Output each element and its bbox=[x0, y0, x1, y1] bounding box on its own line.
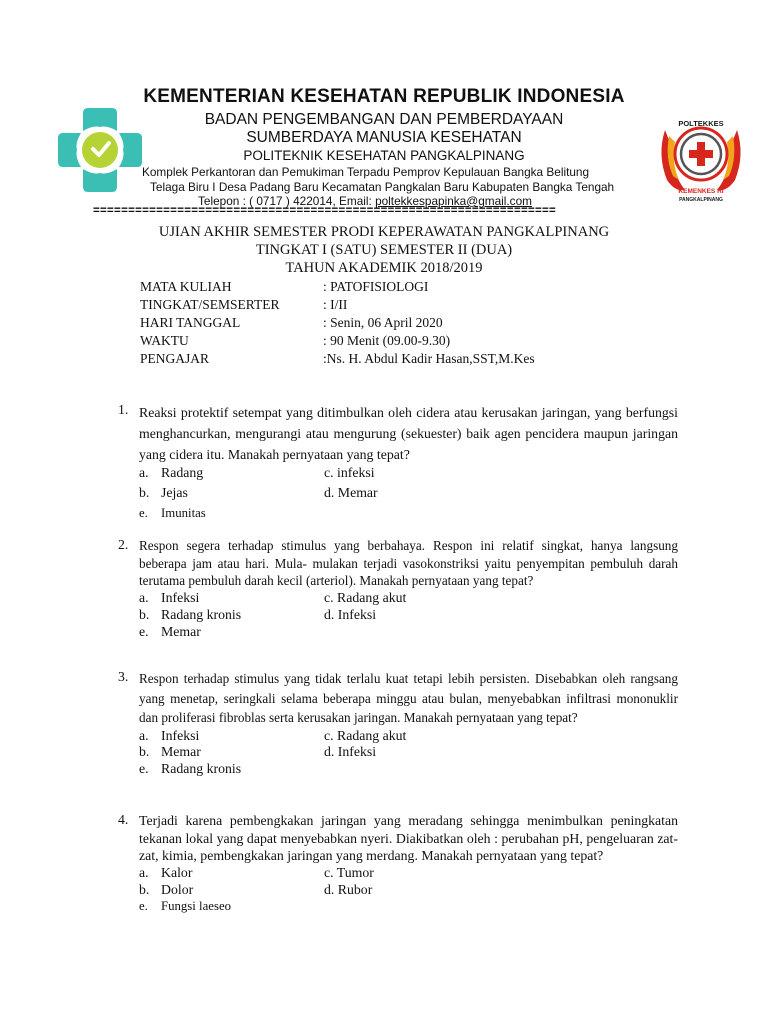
info-label: HARI TANGGAL bbox=[140, 315, 241, 330]
poltekkes-emblem-icon bbox=[655, 110, 747, 206]
answer-options bbox=[139, 865, 678, 919]
info-row bbox=[140, 314, 640, 332]
option-e[interactable]: e. Memar bbox=[139, 623, 201, 639]
option-text: Fungsi laeseo bbox=[161, 898, 232, 913]
option-text: Rubor bbox=[337, 881, 373, 897]
ministry-title: KEMENTERIAN KESEHATAN REPUBLIK INDONESIA bbox=[143, 86, 625, 107]
info-value: : PATOFISIOLOGI bbox=[323, 279, 429, 294]
option-d[interactable]: d. Memar bbox=[324, 485, 378, 500]
option-c[interactable]: c. Tumor bbox=[324, 864, 374, 880]
question-3 bbox=[118, 669, 678, 782]
question-1 bbox=[118, 402, 678, 525]
info-value: : 90 Menit (09.00-9.30) bbox=[323, 333, 451, 348]
option-text: Memar bbox=[161, 743, 201, 759]
info-row bbox=[140, 278, 640, 296]
option-text: Infeksi bbox=[161, 589, 200, 605]
question-number: 2. bbox=[118, 537, 129, 552]
option-e[interactable]: e. Imunitas bbox=[139, 506, 206, 520]
option-e[interactable]: e. Radang kronis bbox=[139, 760, 242, 776]
option-b[interactable]: b. Memar bbox=[139, 743, 201, 759]
info-row bbox=[140, 332, 640, 350]
address-line-1: Komplek Perkantoran dan Pemukiman Terpadu Pemprov Kepulauan Bangka Belitung bbox=[142, 165, 590, 179]
email-link[interactable]: poltekkespapinka@gmail.com bbox=[375, 194, 532, 208]
phone-text: Telepon : ( 0717 ) 422014, Email: bbox=[198, 194, 376, 208]
exam-title-1: UJIAN AKHIR SEMESTER PRODI KEPERAWATAN PANGKALPINANG bbox=[158, 224, 610, 240]
option-a[interactable]: a. Infeksi bbox=[139, 589, 200, 605]
option-text: Tumor bbox=[336, 864, 374, 880]
info-label: MATA KULIAH bbox=[140, 279, 232, 294]
option-c[interactable]: c. Radang akut bbox=[324, 589, 407, 605]
kemenkes-logo-icon bbox=[55, 105, 145, 195]
question-4 bbox=[118, 812, 678, 919]
address-line-2: Telaga Biru I Desa Padang Baru Kecamatan Pangkalan Baru Kabupaten Bangka Tengah bbox=[150, 180, 615, 194]
option-text: Infeksi bbox=[337, 606, 377, 622]
option-text: Radang kronis bbox=[161, 760, 242, 776]
option-text: Radang akut bbox=[337, 727, 407, 743]
question-number: 3. bbox=[118, 669, 129, 684]
option-text: infeksi bbox=[337, 465, 375, 480]
institution-name: POLITEKNIK KESEHATAN PANGKALPINANG bbox=[243, 148, 525, 163]
option-d[interactable]: d. Infeksi bbox=[324, 606, 377, 622]
info-value: : Senin, 06 April 2020 bbox=[323, 315, 443, 330]
question-text: Respon segera terhadap stimulus yang berbahaya. Respon ini relatif singkat, hanya langsung beberapa jam atau hari. Mula- mulakan terjadi vasokonstriksi yaitu penyempitan pembuluh darah terutama pembuluh darah kecil (arteriol). Manakah pernyataan yang tepat? bbox=[139, 538, 678, 588]
option-b[interactable]: b. Dolor bbox=[139, 881, 194, 897]
agency-subtitle-1: BADAN PENGEMBANGAN DAN PEMBERDAYAAN bbox=[204, 111, 564, 128]
option-b[interactable]: b. Jejas bbox=[139, 485, 188, 500]
exam-title-3: TAHUN AKADEMIK 2018/2019 bbox=[285, 260, 483, 276]
option-e[interactable]: e. Fungsi laeseo bbox=[139, 898, 232, 913]
emblem-bottom-text-1: KEMENKES RI bbox=[678, 188, 724, 195]
question-2 bbox=[118, 537, 678, 644]
option-b[interactable]: b. Radang kronis bbox=[139, 606, 242, 622]
info-label: PENGAJAR bbox=[140, 351, 210, 366]
option-d[interactable]: d. Rubor bbox=[324, 881, 373, 897]
option-text: Dolor bbox=[161, 881, 194, 897]
info-value: : I/II bbox=[323, 297, 348, 312]
answer-options bbox=[139, 590, 678, 644]
info-label: WAKTU bbox=[140, 333, 189, 348]
option-c[interactable]: c. infeksi bbox=[324, 465, 375, 480]
letterhead bbox=[0, 0, 768, 220]
option-text: Kalor bbox=[161, 864, 193, 880]
answer-options bbox=[139, 728, 678, 782]
info-value: :Ns. H. Abdul Kadir Hasan,SST,M.Kes bbox=[323, 351, 535, 366]
emblem-bottom-text-2: PANGKALPINANG bbox=[679, 197, 723, 203]
option-text: Memar bbox=[337, 485, 378, 500]
option-text: Memar bbox=[161, 623, 201, 639]
question-text: Respon terhadap stimulus yang tidak terlalu kuat tetapi lebih persisten. Disebabkan oleh rangsang yang menetap, seringkali selama beberapa minggu atau bulan, menyebabkan infiltrasi mononuklir dan proliferasi fibroblas serta kerusakan jaringan. Manakah pernyataan yang tepat? bbox=[139, 671, 678, 725]
exam-title-2: TINGKAT I (SATU) SEMESTER II (DUA) bbox=[255, 242, 513, 258]
agency-subtitle-2: SUMBERDAYA MANUSIA KESEHATAN bbox=[246, 129, 522, 146]
exam-info-table bbox=[140, 278, 640, 368]
question-number: 1. bbox=[118, 402, 129, 417]
header-separator: ================================================================== bbox=[93, 205, 557, 217]
info-row bbox=[140, 296, 640, 314]
info-label: TINGKAT/SEMSERTER bbox=[140, 297, 280, 312]
answer-options bbox=[139, 465, 678, 525]
option-a[interactable]: a. Infeksi bbox=[139, 727, 200, 743]
option-text: Radang akut bbox=[337, 589, 407, 605]
option-d[interactable]: d. Infeksi bbox=[324, 743, 377, 759]
option-a[interactable]: a. Radang bbox=[139, 465, 204, 480]
option-c[interactable]: c. Radang akut bbox=[324, 727, 407, 743]
question-text: Reaksi protektif setempat yang ditimbulkan oleh cidera atau kerusakan jaringan, yang berfungsi menghancurkan, mengurangi atau mengurung (sekuester) baik agen pencidera maupun jaringan yang cidera itu. Manakah pernyataan yang tepat? bbox=[139, 405, 678, 462]
option-text: Radang kronis bbox=[161, 606, 242, 622]
option-text: Infeksi bbox=[161, 727, 200, 743]
question-text: Terjadi karena pembengkakan jaringan yang meradang sehingga menimbulkan peningkatan tekanan lokal yang dapat menyebabkan nyeri. Diakibatkan oleh : perubahan pH, pengeluaran zat-zat, kimia, pembengkakan jaringan yang merdang. Manakah pernyataan yang tepat? bbox=[139, 813, 678, 863]
option-text: Radang bbox=[161, 465, 204, 480]
emblem-top-text: POLTEKKES bbox=[678, 119, 724, 128]
info-row bbox=[140, 350, 640, 368]
question-number: 4. bbox=[118, 812, 129, 827]
option-text: Jejas bbox=[161, 485, 188, 500]
option-text: Imunitas bbox=[161, 506, 206, 520]
option-text: Infeksi bbox=[337, 743, 377, 759]
option-a[interactable]: a. Kalor bbox=[139, 864, 193, 880]
